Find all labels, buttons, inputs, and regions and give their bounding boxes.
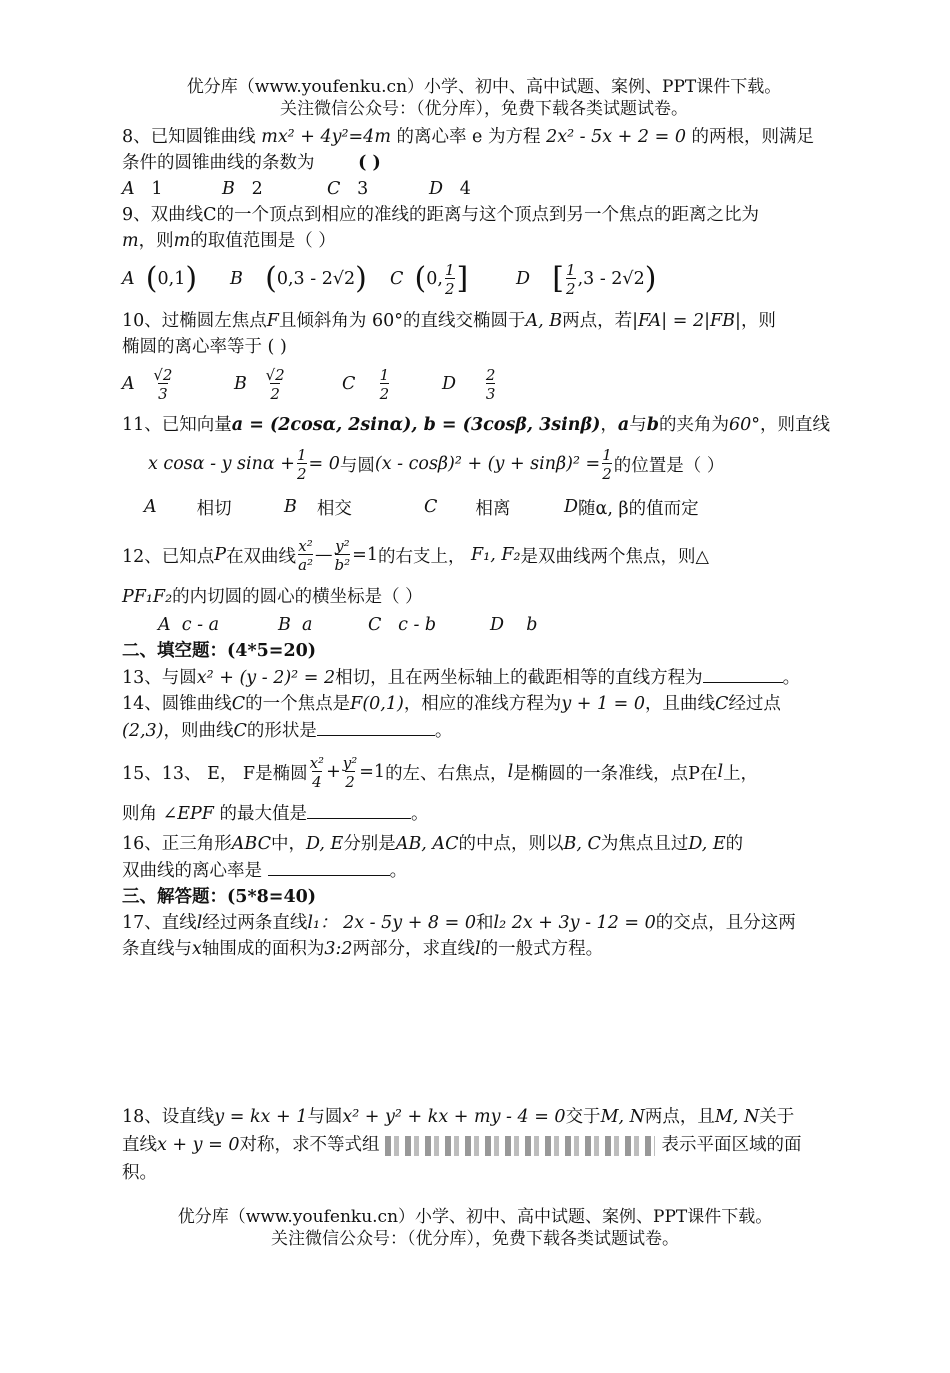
option-text: 0,3 - 2√2 bbox=[276, 269, 356, 289]
exam-page bbox=[122, 76, 846, 1186]
q16-text: 的中点，则以 bbox=[458, 834, 564, 854]
fraction-numerator: x² bbox=[298, 536, 313, 555]
option-letter: C bbox=[327, 179, 341, 199]
q17-var: l₂ bbox=[493, 913, 507, 933]
fraction-denominator: 2 bbox=[444, 279, 455, 298]
q10-text: 椭圆的离心率等于 ( ) bbox=[122, 337, 287, 357]
q12-options bbox=[122, 612, 846, 638]
fraction-denominator: 4 bbox=[312, 772, 322, 791]
q14-var: C bbox=[715, 694, 729, 714]
q11-var: a bbox=[617, 415, 630, 435]
q13-text: 。 bbox=[782, 668, 801, 688]
fraction-denominator: 2 bbox=[602, 464, 612, 483]
q8-text: 的离心率 e 为方程 bbox=[396, 127, 541, 147]
q13-circle-equation: x² + (y - 2)² = 2 bbox=[196, 668, 336, 688]
option-text: 4 bbox=[459, 179, 471, 199]
q14-directrix: y + 1 = 0 bbox=[561, 694, 646, 714]
q11-angle: 60° bbox=[729, 415, 761, 435]
q16-triangle: ABC bbox=[231, 834, 271, 854]
q11-line-equation: = 0 bbox=[308, 454, 340, 474]
q9-text: 的取值范围是（ ） bbox=[190, 231, 336, 251]
q15-text: 是椭圆的一条准线，点P在 bbox=[513, 763, 718, 784]
q17-text: 的交点，且分这两 bbox=[655, 913, 796, 933]
q15-text: 则角 bbox=[122, 804, 157, 824]
q15-equals: =1 bbox=[359, 762, 386, 782]
q11-line-equation: x cosα - y sinα + bbox=[148, 454, 295, 474]
q10-text: ，则 bbox=[740, 311, 776, 331]
option-text: ,3 - 2√2 bbox=[577, 269, 645, 289]
fraction-denominator: 2 bbox=[566, 279, 576, 298]
q18-text: 18、设直线 bbox=[122, 1107, 215, 1127]
q18-points: M, N bbox=[714, 1107, 760, 1127]
footer-line-1: 优分库（www.youfenku.cn）小学、初中、高中试题、案例、PPT课件下载。 bbox=[177, 1207, 773, 1227]
q12-text: 在双曲线 bbox=[226, 546, 297, 567]
fraction-numerator: x² bbox=[309, 753, 325, 772]
section-solutions: 三、解答题：(5*8=40) bbox=[122, 887, 317, 907]
q14-var: C bbox=[233, 721, 247, 741]
q18-symmetry-line: x + y = 0 bbox=[157, 1135, 240, 1155]
q12-var: P bbox=[214, 545, 227, 565]
option-letter: A bbox=[122, 374, 135, 394]
option-letter: D bbox=[516, 269, 531, 289]
q18-text: 表示平面区域的面 bbox=[661, 1135, 802, 1155]
option-text: 相离 bbox=[475, 498, 511, 519]
q16-text: 双曲线的离心率是 bbox=[122, 861, 262, 881]
q11-text: ，则直线 bbox=[760, 415, 831, 435]
q14-focus: F(0,1) bbox=[350, 694, 404, 714]
q14-text: 14、圆锥曲线 bbox=[122, 694, 232, 714]
q17-var: l₁ bbox=[307, 913, 321, 933]
q11-text: 与圆 bbox=[339, 455, 375, 476]
q8-text: 条件的圆锥曲线的条数为 bbox=[122, 153, 315, 173]
q16-segments: AB, AC bbox=[395, 834, 459, 854]
option-text: 0, bbox=[426, 269, 443, 289]
option-text: 2 bbox=[251, 179, 263, 199]
q18-text: 交于 bbox=[565, 1107, 601, 1127]
q11-text: 与 bbox=[629, 415, 647, 435]
q17-text: 轴围成的面积为 bbox=[201, 939, 325, 959]
option-letter: B bbox=[278, 615, 291, 635]
answer-blank[interactable] bbox=[317, 717, 435, 736]
option-letter: B bbox=[230, 269, 243, 289]
q15-text: 。 bbox=[411, 804, 429, 824]
q17-ratio: 3:2 bbox=[324, 939, 353, 959]
question-16 bbox=[122, 831, 846, 884]
fraction-numerator: 1 bbox=[444, 260, 455, 279]
q14-text: ，且曲线 bbox=[645, 694, 716, 714]
q17-equation-2: 2x + 3y - 12 = 0 bbox=[511, 913, 656, 933]
option-letter: D bbox=[564, 497, 579, 517]
q10-text: 且倾斜角为 60°的直线交椭圆于 bbox=[278, 311, 526, 331]
q8-text: 8、已知圆锥曲线 bbox=[122, 127, 256, 147]
option-letter: A bbox=[122, 269, 135, 289]
q14-text: 经过点 bbox=[728, 694, 781, 714]
q14-point: (2,3) bbox=[122, 721, 164, 741]
q15-var: l bbox=[507, 762, 514, 782]
q16-points: D, E bbox=[688, 834, 726, 854]
q11-text: ， bbox=[600, 415, 618, 435]
q12-text: 是双曲线两个焦点，则△ bbox=[520, 546, 709, 567]
option-text: 随α, β的值而定 bbox=[578, 498, 699, 519]
fraction-denominator: 2 bbox=[270, 384, 280, 403]
q10-text: 两点，若 bbox=[562, 311, 633, 331]
fraction-numerator: y² bbox=[335, 536, 350, 555]
q16-points: D, E bbox=[306, 834, 344, 854]
q13-text: 13、与圆 bbox=[122, 668, 197, 688]
q16-text: 16、正三角形 bbox=[122, 834, 232, 854]
q15-var: l bbox=[717, 762, 724, 782]
footer-line-2: 关注微信公众号：（优分库），免费下载各类试题试卷。 bbox=[271, 1229, 679, 1249]
q17-text: 的一般式方程。 bbox=[480, 939, 604, 959]
q16-text: 中， bbox=[271, 834, 306, 854]
q17-var: l bbox=[196, 913, 203, 933]
q14-text: 的一个焦点是 bbox=[245, 694, 351, 714]
q12-equals: =1 bbox=[352, 545, 378, 565]
option-text: 相切 bbox=[196, 498, 232, 519]
question-13 bbox=[122, 664, 846, 691]
q10-var: F bbox=[266, 311, 279, 331]
fraction-numerator: y² bbox=[342, 753, 358, 772]
question-11 bbox=[122, 412, 846, 524]
q11-text: 的位置是（ ） bbox=[613, 455, 725, 476]
answer-blank[interactable] bbox=[307, 800, 411, 819]
q16-text: 。 bbox=[389, 861, 408, 881]
q15-text: 的左、右焦点， bbox=[385, 763, 508, 784]
q12-line-1 bbox=[122, 528, 846, 582]
option-letter: C bbox=[368, 615, 382, 635]
question-8 bbox=[122, 124, 846, 202]
q9-text: 9、双曲线C的一个顶点到相应的准线的距离与这个顶点到另一个焦点的距离之比为 bbox=[122, 205, 760, 225]
q18-text: 关于 bbox=[759, 1107, 795, 1127]
q13-text: 相切，且在两坐标轴上的截距相等的直线方程为 bbox=[335, 668, 703, 688]
option-text: 0,1 bbox=[157, 269, 186, 289]
q16-text: 的 bbox=[725, 834, 744, 854]
q15-plus: + bbox=[326, 762, 341, 782]
q17-text: 经过两条直线 bbox=[202, 913, 308, 933]
fraction-numerator: 1 bbox=[602, 445, 612, 464]
q12-text: 的内切圆的圆心的横坐标是（ ） bbox=[172, 587, 423, 607]
header-line-1: 优分库（www.youfenku.cn）小学、初中、高中试题、案例、PPT课件下载。 bbox=[186, 77, 782, 97]
q14-text: 。 bbox=[434, 721, 453, 741]
question-12 bbox=[122, 528, 846, 638]
q10-text: 10、过椭圆左焦点 bbox=[122, 311, 267, 331]
option-text: c - b bbox=[398, 615, 437, 635]
fraction-denominator: b² bbox=[334, 555, 351, 574]
q18-text: 积。 bbox=[122, 1163, 157, 1183]
q15-text: 的最大值是 bbox=[219, 804, 308, 824]
question-18 bbox=[122, 1104, 846, 1186]
q11-equation-line bbox=[122, 438, 846, 490]
option-letter: C bbox=[342, 374, 356, 394]
q18-text: 两点，且 bbox=[644, 1107, 715, 1127]
fraction-numerator: 1 bbox=[566, 260, 576, 279]
q18-line-equation: y = kx + 1 bbox=[214, 1107, 308, 1127]
option-text: 1 bbox=[151, 179, 163, 199]
q10-var: A, B bbox=[525, 311, 563, 331]
fraction-denominator: a² bbox=[298, 555, 314, 574]
option-letter: B bbox=[234, 374, 247, 394]
question-17 bbox=[122, 910, 846, 962]
fraction-numerator: √2 bbox=[153, 365, 173, 384]
q15-text: 上， bbox=[723, 763, 759, 784]
q11-options bbox=[122, 490, 846, 524]
q8-curve-equation: mx² + 4y²=4m bbox=[261, 127, 391, 147]
fraction-denominator: 2 bbox=[379, 384, 390, 403]
q17-text: 和 bbox=[476, 913, 494, 933]
q17-text: 两部分，求直线 bbox=[352, 939, 476, 959]
q14-text: ，相应的准线方程为 bbox=[403, 694, 562, 714]
q11-text: 11、已知向量 bbox=[122, 415, 232, 435]
page-footer bbox=[0, 1206, 950, 1250]
option-letter: D bbox=[429, 179, 444, 199]
q12-foci: F₁, F₂ bbox=[471, 545, 521, 565]
option-text: b bbox=[526, 615, 538, 635]
q12-text: 12、已知点 bbox=[122, 546, 215, 567]
option-text: 3 bbox=[357, 179, 369, 199]
fraction-denominator: 3 bbox=[485, 384, 496, 403]
page-header bbox=[122, 76, 846, 120]
q8-answer-paren: ( ) bbox=[358, 153, 381, 173]
question-10 bbox=[122, 308, 846, 408]
q18-text: 对称，求不等式组 bbox=[239, 1135, 380, 1155]
q15-angle: ∠EPF bbox=[162, 804, 214, 824]
fraction-numerator: √2 bbox=[265, 365, 285, 384]
option-text: a bbox=[302, 615, 313, 635]
q14-var: C bbox=[231, 694, 246, 714]
q11-vectors: a = (2cosα, 2sinα), b = (3cosβ, 3sinβ) bbox=[231, 415, 601, 435]
q14-text: 的形状是 bbox=[246, 721, 317, 741]
fraction-denominator: 2 bbox=[296, 464, 307, 483]
fraction-numerator: 1 bbox=[379, 365, 390, 384]
option-letter: B bbox=[222, 179, 235, 199]
q8-quadratic-equation: 2x² - 5x + 2 = 0 bbox=[546, 127, 686, 147]
q16-text: 为焦点且过 bbox=[600, 834, 689, 854]
answer-blank[interactable] bbox=[268, 857, 390, 876]
q9-var: m bbox=[173, 231, 191, 251]
q17-var: x bbox=[192, 939, 202, 959]
fraction-numerator: 1 bbox=[296, 445, 307, 464]
header-line-2: 关注微信公众号：（优分库），免费下载各类试题试卷。 bbox=[280, 99, 688, 119]
answer-blank[interactable] bbox=[703, 664, 783, 683]
inequality-system-image bbox=[385, 1136, 655, 1156]
q8-text: 的两根，则满足 bbox=[691, 127, 815, 147]
q18-text: 直线 bbox=[122, 1135, 157, 1155]
q9-text: ，则 bbox=[138, 231, 174, 251]
q17-text: 17、直线 bbox=[122, 913, 197, 933]
q17-equation-1: ： 2x - 5y + 8 = 0 bbox=[320, 913, 476, 933]
q9-options: A ( 0,1 ) B ( 0,3 - 2√2 ) C ( 0, $\frac{1}{2}$ ] D [ $\frac{1}{2}$ ,3 - 2√2 ) bbox=[122, 260, 657, 298]
q10-options bbox=[122, 360, 846, 408]
q8-options bbox=[122, 176, 846, 202]
fraction-numerator: 2 bbox=[485, 365, 496, 384]
q11-text: 的夹角为 bbox=[659, 415, 730, 435]
q12-text: 的右支上， bbox=[377, 546, 466, 567]
q18-text: 与圆 bbox=[307, 1107, 343, 1127]
option-text: 相交 bbox=[316, 498, 352, 519]
q15-line-1 bbox=[122, 744, 846, 800]
q10-condition: |FA| = 2|FB| bbox=[632, 311, 741, 331]
q12-minus: — bbox=[315, 545, 333, 565]
option-text: c - a bbox=[181, 615, 220, 635]
q18-circle-equation: x² + y² + kx + my - 4 = 0 bbox=[342, 1107, 566, 1127]
q11-circle-equation: (x - cosβ)² + (y + sinβ)² = bbox=[374, 454, 601, 474]
q14-text: ，则曲线 bbox=[163, 721, 234, 741]
option-letter: C bbox=[424, 497, 438, 517]
option-letter: A bbox=[158, 615, 171, 635]
question-9 bbox=[122, 202, 846, 304]
option-letter: A bbox=[122, 179, 135, 199]
q15-text: 15、13、 E， F是椭圆 bbox=[122, 763, 308, 784]
question-15 bbox=[122, 744, 846, 827]
q9-var: m bbox=[122, 231, 139, 251]
q17-var: l bbox=[475, 939, 481, 959]
q18-points: M, N bbox=[600, 1107, 645, 1127]
section-fill-in: 二、填空题：(4*5=20) bbox=[122, 641, 317, 661]
option-letter: A bbox=[144, 497, 157, 517]
q11-var: b bbox=[646, 415, 660, 435]
option-letter: B bbox=[284, 497, 297, 517]
question-14 bbox=[122, 691, 846, 744]
fraction-denominator: 2 bbox=[345, 772, 355, 791]
q16-text: 分别是 bbox=[343, 834, 396, 854]
q16-foci: B, C bbox=[563, 834, 601, 854]
option-letter: C bbox=[390, 269, 404, 289]
fraction-denominator: 3 bbox=[158, 384, 168, 403]
option-letter: D bbox=[490, 615, 505, 635]
option-letter: D bbox=[442, 374, 457, 394]
q17-text: 条直线与 bbox=[122, 939, 192, 959]
q12-triangle: PF₁F₂ bbox=[122, 587, 173, 607]
